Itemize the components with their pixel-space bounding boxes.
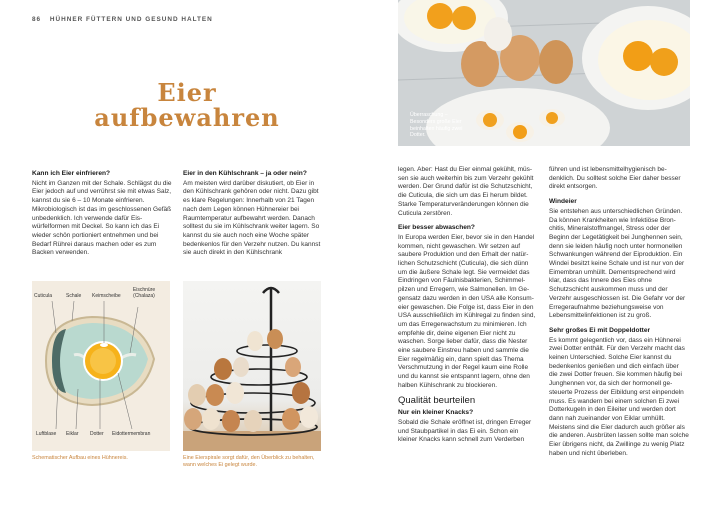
photo-caption-top: Überraschung – Besonders große Eier beinhalten häufig zwei Dotter. <box>410 112 463 139</box>
page-number: 86 <box>32 16 42 23</box>
heading-washing: Eier besser abwaschen? <box>398 224 475 232</box>
text-fridge: Am meisten wird darüber diskutiert, ob Eier in den Kühlschrank gehören oder nicht. Dazu gibt es klare Regelungen: Innerhalb von 21 Tagen nach dem Legen können Hühnereier bei Raumtemperatur aufbewahrt werden. Danach solltest du sie im Kühlschrank weiter lagern. So kannst du sie auch noch eine Woche später bedenkenlos für den Verzehr nutzen. Du kannst sie auch direkt in den Kühlschrank <box>183 179 321 257</box>
text-crack: Sobald die Schale eröffnet ist, dringen Erreger und Staubpartikel in das Ei ein. Schon ein kleiner Knacks kann schnell zum Verderben <box>398 418 532 444</box>
text-washing: In Europa werden Eier, bevor sie in den Handel kommen, nicht gewaschen. Wir setzen auf saubere Produktion und den Erhalt der natürlichen Schutzschicht (Cuticula), die sich dünn um die äußere Schale legt. Sie vermeidet das Eindringen von Fäulnisbakterien, Schimmelpilzen und Erregern, wie Salmonellen. Im Gegensatz dazu werden in den USA alle Konsumeier gewaschen. Die Folge ist, dass Eier in den USA ausschließlich im Kühlregal zu finden sind, um das Erregerwachstum zu minimieren. Ich empfehle dir, deine eigenen Eier nicht zu waschen. Sorge lieber dafür, dass die Nester eine saubere Einstreu haben und sammle die Eier regelmäßig ein, dann spielt das Thema Verschmutzung in der Regel kaum eine Rolle und du kannst sie entspannt lagern, ohne den halben Kühlschrank zu blockieren. <box>398 233 536 389</box>
column-2 <box>183 170 323 264</box>
column-3 <box>398 166 538 451</box>
title-line-2: aufbewahren <box>94 103 280 132</box>
page-title <box>32 80 342 130</box>
title-line-1: Eier <box>157 78 217 107</box>
label-luftblase: Luftblase <box>36 431 57 437</box>
label-cuticula: Cuticula <box>34 293 53 299</box>
diagram-caption: Schematischer Aufbau eines Hühnereis. <box>32 455 128 461</box>
running-title: HÜHNER FÜTTERN UND GESUND HALTEN <box>49 16 213 23</box>
double-yolk-photo <box>398 0 690 146</box>
column-1 <box>32 170 172 264</box>
heading-freeze: Kann ich Eier einfrieren? <box>32 170 111 177</box>
label-eidottermembran: Eidottermembran <box>112 431 151 437</box>
egg-spiral-illustration <box>183 281 321 451</box>
heading-fridge: Eier in den Kühlschrank – ja oder nein? <box>183 170 307 177</box>
heading-double-yolk: Sehr großes Ei mit Doppeldotter <box>549 326 651 334</box>
heading-windeier: Windeier <box>549 198 577 206</box>
text-freeze: Nicht im Ganzen mit der Schale. Schlägst du die Eier jedoch auf und verrührst sie mit etwas Salz, kannst du sie 6 – 10 Monate einfrieren. Mikrobiologisch ist das im geschlossenen Gefäß unbedenklich. Ich verwende dafür Eiswürfelformen mit Deckel. So kann ich das Ei wieder schön portioniert entnehmen und bei Bedarf Rührei daraus machen oder es zum Backen verwenden. <box>32 179 172 257</box>
label-keimscheibe: Keimscheibe <box>92 293 121 299</box>
label-eiklar: Eiklar <box>66 431 79 437</box>
egg-cross-section-illustration <box>32 281 170 451</box>
text-windeier: Sie entstehen aus unterschiedlichen Gründen. Da können Krankheiten wie Infektiöse Bronchitis, Mineralstoffmangel, Stress oder der Beginn der Legetätigkeit bei Junghennen sein, denn sie leiden häufig noch unter hormonellen Schwankungen während der Eiproduktion. Ein Windei besitzt keine Schale und ist nur von der Eimembran umhüllt. Dementsprechend wird klar, dass das Innere des Eies ohne Schutzschicht auskommen muss und der Verzehr ausgeschlossen ist. Die Gefahr vor der Erregeraufnahme beziehungsweise von Lebensmittelinfektionen ist zu groß. <box>549 207 686 320</box>
egg-diagram <box>32 281 170 451</box>
label-dotter: Dotter <box>90 431 104 437</box>
egg-spiral-photo <box>183 281 321 451</box>
text-double-yolk: Es kommt gelegentlich vor, dass ein Hühnerei zwei Dotter enthält. Für den Verzehr macht das keinen Unterschied. Solche Eier kannst du bedenkenlos genießen und dich einfach über die zwei Dotter freuen. Sie kommen häufig bei Junghennen vor, da sich der hormonell gesteuerte Prozess der Eibildung erst einpendeln muss. Es wandern bei einem solchen Ei zwei Dotterkugeln in den Eileiter und werden dort dann nah zueinander von Eiklar umhüllt. Meistens sind die Eier dadurch auch größer als die anderen. Ausbrüten lassen sollte man solche Eier übrigens nicht, da Zwillinge zu wenig Platz haben und nicht überleben. <box>549 336 689 457</box>
label-eischnuere: Eischnüre (Chalaza) <box>132 287 156 299</box>
section-quality: Qualität beurteilen <box>398 394 476 406</box>
column-4 <box>549 166 689 465</box>
spiral-caption: Eine Eierspirale sorgt dafür, den Überblick zu behalten, wann welches Ei gelegt wurde. <box>183 455 315 468</box>
heading-crack: Nur ein kleiner Knacks? <box>398 409 474 417</box>
text-cooling: legen. Aber: Hast du Eier einmal gekühlt, müssen sie auch weiterhin bis zum Verzehr gekühlt werden. Der Grund dafür ist die Schutzschicht, die Cuticula, die sich um das Ei herum bildet. Starke Temperaturveränderungen können die Cuticula zerstören. <box>398 166 534 217</box>
running-header <box>32 16 213 23</box>
label-schale: Schale <box>66 293 82 299</box>
text-dispose: führen und ist lebensmittelhygienisch bedenklich. Du solltest solche Eier daher besser direkt entsorgen. <box>549 166 681 191</box>
